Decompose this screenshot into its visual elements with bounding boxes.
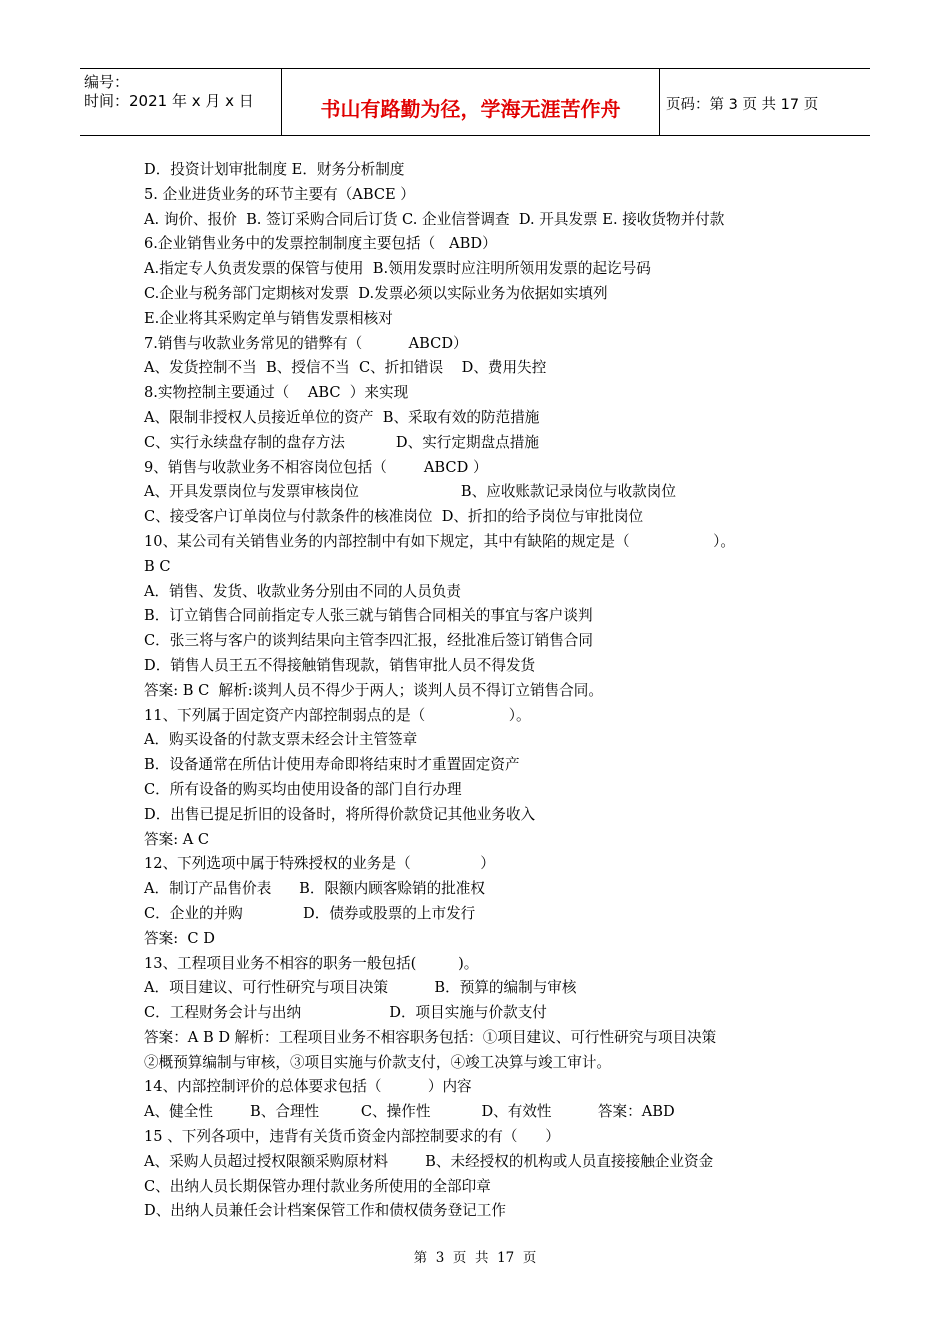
text-line: A.指定专人负责发票的保管与使用 B.领用发票时应注明所领用发票的起讫号码	[144, 260, 651, 278]
text-line: A．项目建议、可行性研究与项目决策 B．预算的编制与审核	[144, 979, 577, 997]
text-line: D．出售已提足折旧的设备时，将所得价款贷记其他业务收入	[144, 805, 536, 823]
text-line: A．购买设备的付款支票未经会计主管签章	[144, 731, 418, 749]
text-line: D、出纳人员兼任会计档案保管工作和债权债务登记工作	[144, 1202, 506, 1220]
number-label: 编号：	[84, 73, 130, 91]
page-header	[80, 68, 870, 136]
document-body	[144, 158, 834, 1224]
question-7: 7.销售与收款业务常见的错弊有（ ABCD）	[144, 334, 468, 352]
question-15: 15 、下列各项中，违背有关货币资金内部控制要求的有（ ）	[144, 1128, 560, 1146]
text-line: ②概预算编制与审核，③项目实施与价款支付，④竣工决算与竣工审计。	[144, 1053, 612, 1071]
text-line: D．销售人员王五不得接触销售现款，销售审批人员不得发货	[144, 656, 536, 674]
text-line: A．制订产品售价表 B．限额内顾客赊销的批准权	[144, 880, 485, 898]
text-line: A．销售、发货、收款业务分别由不同的人员负责	[144, 582, 462, 600]
question-5: 5. 企业进货业务的环节主要有（ABCE ）	[144, 185, 415, 203]
text-line: C、实行永续盘存制的盘存方法 D、实行定期盘点措施	[144, 433, 539, 451]
question-8: 8.实物控制主要通过（ ABC ）来实现	[144, 384, 409, 402]
answer-line: 答案：A B D 解析：工程项目业务不相容职务包括：①项目建议、可行性研究与项目决策	[144, 1028, 717, 1046]
header-motto: 书山有路勤为径，学海无涯苦作舟	[282, 69, 660, 135]
text-line: B．订立销售合同前指定专人张三就与销售合同相关的事宜与客户谈判	[144, 607, 593, 625]
text-line: A、健全性 B、合理性 C、操作性 D、有效性 答案：ABD	[144, 1103, 675, 1121]
header-page-info: 页码：第 3 页 共 17 页	[666, 97, 819, 113]
time-label: 时间：2021 年 x 月 x 日	[84, 92, 254, 110]
answer-line: 答案: B C 解析:谈判人员不得少于两人；谈判人员不得订立销售合同。	[144, 681, 603, 699]
text-line: E.企业将其采购定单与销售发票相核对	[144, 309, 393, 327]
question-14: 14、内部控制评价的总体要求包括（ ）内容	[144, 1078, 472, 1096]
header-meta	[80, 69, 282, 135]
text-line: C、出纳人员长期保管办理付款业务所使用的全部印章	[144, 1177, 491, 1195]
question-13: 13、工程项目业务不相容的职务一般包括( )。	[144, 954, 479, 972]
question-9: 9、销售与收款业务不相容岗位包括（ ABCD ）	[144, 458, 488, 476]
question-12: 12、下列选项中属于特殊授权的业务是（ ）	[144, 855, 495, 873]
text-line: C．工程财务会计与出纳 D．项目实施与价款支付	[144, 1004, 547, 1022]
text-line: A. 询价、报价 B. 签订采购合同后订货 C. 企业信誉调查 D. 开具发票 E. 接收货物并付款	[144, 210, 725, 228]
text-line: A、采购人员超过授权限额采购原材料 B、未经授权的机构或人员直接接触企业资金	[144, 1152, 714, 1170]
text-line: D．投资计划审批制度 E．财务分析制度	[144, 161, 405, 178]
question-11: 11、下列属于固定资产内部控制弱点的是（ ）。	[144, 706, 531, 724]
text-line: C.企业与税务部门定期核对发票 D.发票必须以实际业务为依据如实填列	[144, 284, 608, 302]
page-footer: 第 3 页 共 17 页	[413, 1250, 537, 1266]
question-6: 6.企业销售业务中的发票控制制度主要包括（ ABD）	[144, 235, 497, 253]
text-line: A、发货控制不当 B、授信不当 C、折扣错误 D、费用失控	[144, 359, 547, 377]
text-line: B．设备通常在所估计使用寿命即将结束时才重置固定资产	[144, 756, 520, 774]
answer-line: 答案: A C	[144, 830, 210, 848]
text-line: B C	[144, 557, 171, 575]
text-line: A、限制非授权人员接近单位的资产 B、采取有效的防范措施	[144, 408, 540, 426]
text-line: A、开具发票岗位与发票审核岗位 B、应收账款记录岗位与收款岗位	[144, 483, 676, 501]
answer-line: 答案: C D	[144, 929, 215, 947]
text-line: C．所有设备的购买均由使用设备的部门自行办理	[144, 780, 462, 798]
question-10: 10、某公司有关销售业务的内部控制中有如下规定，其中有缺陷的规定是（ ）。	[144, 532, 735, 550]
text-line: C．张三将与客户的谈判结果向主管李四汇报，经批准后签订销售合同	[144, 632, 593, 650]
text-line: C、接受客户订单岗位与付款条件的核准岗位 D、折扣的给予岗位与审批岗位	[144, 508, 644, 526]
text-line: C．企业的并购 D．债券或股票的上市发行	[144, 904, 476, 922]
